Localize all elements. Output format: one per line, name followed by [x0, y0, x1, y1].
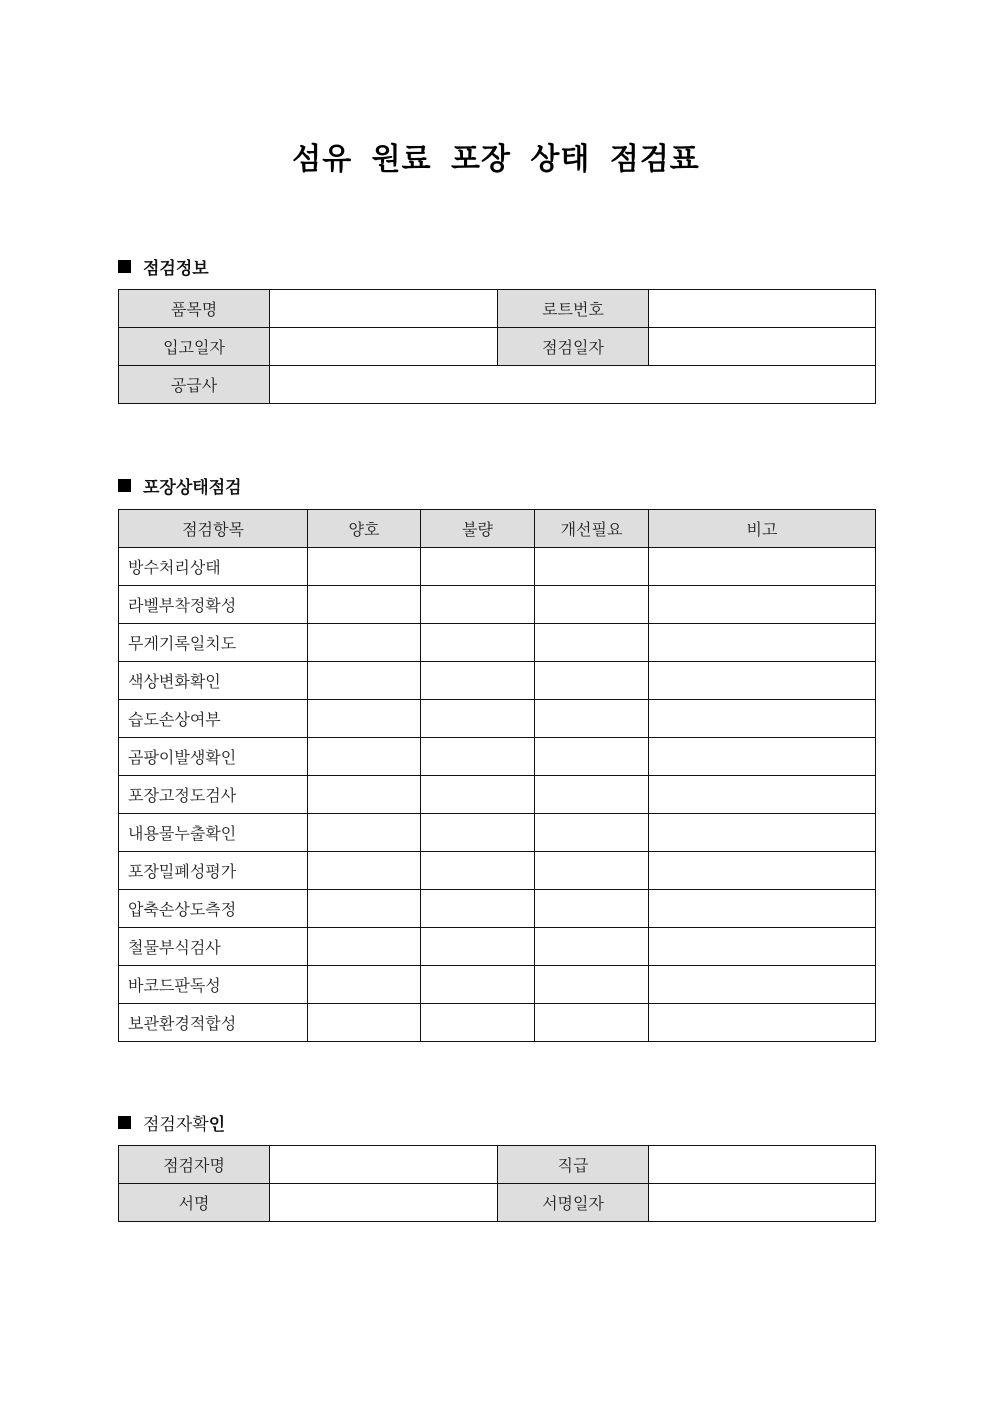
item-name-field[interactable]: [270, 290, 498, 328]
inspection-info-table: [118, 289, 876, 404]
check-item-label: 습도손상여부: [119, 700, 308, 738]
remarks-field[interactable]: [649, 852, 876, 890]
needs-improvement-checkbox-cell[interactable]: [535, 624, 649, 662]
bad-checkbox-cell[interactable]: [421, 928, 535, 966]
needs-improvement-checkbox-cell[interactable]: [535, 966, 649, 1004]
table-row: [119, 548, 876, 586]
section-title: 포장상태점검: [143, 478, 242, 498]
remarks-field[interactable]: [649, 1004, 876, 1042]
square-bullet-icon: [118, 479, 131, 492]
check-item-label: 포장밀폐성평가: [119, 852, 308, 890]
signature-date-label: 서명일자: [498, 1184, 649, 1222]
section-heading-inspection-info: [118, 254, 209, 279]
signature-field[interactable]: [270, 1184, 498, 1222]
remarks-field[interactable]: [649, 776, 876, 814]
bad-checkbox-cell[interactable]: [421, 814, 535, 852]
table-row: [119, 1146, 876, 1184]
good-checkbox-cell[interactable]: [308, 624, 421, 662]
column-header-remarks: 비고: [649, 510, 876, 548]
table-row: [119, 776, 876, 814]
needs-improvement-checkbox-cell[interactable]: [535, 928, 649, 966]
packaging-check-table: [118, 509, 876, 1042]
remarks-field[interactable]: [649, 814, 876, 852]
section-title-bold: 인: [208, 1115, 226, 1135]
needs-improvement-checkbox-cell[interactable]: [535, 738, 649, 776]
signature-date-field[interactable]: [649, 1184, 876, 1222]
table-row: [119, 928, 876, 966]
table-row: [119, 852, 876, 890]
bad-checkbox-cell[interactable]: [421, 624, 535, 662]
remarks-field[interactable]: [649, 966, 876, 1004]
needs-improvement-checkbox-cell[interactable]: [535, 776, 649, 814]
table-row: [119, 290, 876, 328]
table-row: [119, 328, 876, 366]
remarks-field[interactable]: [649, 700, 876, 738]
receipt-date-label: 입고일자: [119, 328, 270, 366]
document-title: 섬유 원료 포장 상태 점검표: [292, 142, 700, 177]
remarks-field[interactable]: [649, 928, 876, 966]
needs-improvement-checkbox-cell[interactable]: [535, 548, 649, 586]
remarks-field[interactable]: [649, 548, 876, 586]
good-checkbox-cell[interactable]: [308, 700, 421, 738]
needs-improvement-checkbox-cell[interactable]: [535, 814, 649, 852]
table-row: [119, 366, 876, 404]
check-item-label: 바코드판독성: [119, 966, 308, 1004]
needs-improvement-checkbox-cell[interactable]: [535, 890, 649, 928]
square-bullet-icon: [118, 260, 131, 273]
check-item-label: 라벨부착정확성: [119, 586, 308, 624]
bad-checkbox-cell[interactable]: [421, 586, 535, 624]
good-checkbox-cell[interactable]: [308, 928, 421, 966]
remarks-field[interactable]: [649, 738, 876, 776]
inspection-date-label: 점검일자: [498, 328, 649, 366]
check-item-label: 곰팡이발생확인: [119, 738, 308, 776]
bad-checkbox-cell[interactable]: [421, 966, 535, 1004]
good-checkbox-cell[interactable]: [308, 548, 421, 586]
square-bullet-icon: [118, 1116, 131, 1129]
receipt-date-field[interactable]: [270, 328, 498, 366]
table-row: [119, 1004, 876, 1042]
remarks-field[interactable]: [649, 624, 876, 662]
inspection-date-field[interactable]: [649, 328, 876, 366]
table-row: [119, 966, 876, 1004]
table-row: [119, 586, 876, 624]
column-header-bad: 불량: [421, 510, 535, 548]
check-item-label: 내용물누출확인: [119, 814, 308, 852]
bad-checkbox-cell[interactable]: [421, 662, 535, 700]
table-row: [119, 814, 876, 852]
good-checkbox-cell[interactable]: [308, 890, 421, 928]
check-item-label: 색상변화확인: [119, 662, 308, 700]
position-label: 직급: [498, 1146, 649, 1184]
needs-improvement-checkbox-cell[interactable]: [535, 586, 649, 624]
column-header-needs-improvement: 개선필요: [535, 510, 649, 548]
check-item-label: 무게기록일치도: [119, 624, 308, 662]
table-row: [119, 662, 876, 700]
good-checkbox-cell[interactable]: [308, 586, 421, 624]
table-row: [119, 890, 876, 928]
table-header-row: [119, 510, 876, 548]
column-header-check-item: 점검항목: [119, 510, 308, 548]
bad-checkbox-cell[interactable]: [421, 776, 535, 814]
good-checkbox-cell[interactable]: [308, 776, 421, 814]
check-item-label: 포장고정도검사: [119, 776, 308, 814]
bad-checkbox-cell[interactable]: [421, 852, 535, 890]
table-row: [119, 700, 876, 738]
section-heading-packaging-check: [118, 473, 242, 498]
lot-number-label: 로트번호: [498, 290, 649, 328]
position-field[interactable]: [649, 1146, 876, 1184]
supplier-field[interactable]: [270, 366, 876, 404]
check-item-label: 보관환경적합성: [119, 1004, 308, 1042]
check-item-label: 압축손상도측정: [119, 890, 308, 928]
remarks-field[interactable]: [649, 662, 876, 700]
section-heading-inspector-confirmation: [118, 1110, 225, 1135]
inspector-confirmation-table: [118, 1145, 876, 1222]
inspector-name-field[interactable]: [270, 1146, 498, 1184]
remarks-field[interactable]: [649, 890, 876, 928]
table-row: [119, 1184, 876, 1222]
remarks-field[interactable]: [649, 586, 876, 624]
check-item-label: 방수처리상태: [119, 548, 308, 586]
check-item-label: 철물부식검사: [119, 928, 308, 966]
good-checkbox-cell[interactable]: [308, 966, 421, 1004]
item-name-label: 품목명: [119, 290, 270, 328]
signature-label: 서명: [119, 1184, 270, 1222]
supplier-label: 공급사: [119, 366, 270, 404]
table-row: [119, 624, 876, 662]
table-row: [119, 738, 876, 776]
column-header-good: 양호: [308, 510, 421, 548]
bad-checkbox-cell[interactable]: [421, 890, 535, 928]
bad-checkbox-cell[interactable]: [421, 548, 535, 586]
needs-improvement-checkbox-cell[interactable]: [535, 700, 649, 738]
needs-improvement-checkbox-cell[interactable]: [535, 852, 649, 890]
needs-improvement-checkbox-cell[interactable]: [535, 1004, 649, 1042]
bad-checkbox-cell[interactable]: [421, 700, 535, 738]
bad-checkbox-cell[interactable]: [421, 1004, 535, 1042]
good-checkbox-cell[interactable]: [308, 1004, 421, 1042]
section-title-regular: 점검자확: [143, 1115, 209, 1135]
inspector-name-label: 점검자명: [119, 1146, 270, 1184]
good-checkbox-cell[interactable]: [308, 814, 421, 852]
section-title: 점검정보: [143, 259, 209, 279]
good-checkbox-cell[interactable]: [308, 662, 421, 700]
lot-number-field[interactable]: [649, 290, 876, 328]
good-checkbox-cell[interactable]: [308, 738, 421, 776]
needs-improvement-checkbox-cell[interactable]: [535, 662, 649, 700]
good-checkbox-cell[interactable]: [308, 852, 421, 890]
bad-checkbox-cell[interactable]: [421, 738, 535, 776]
